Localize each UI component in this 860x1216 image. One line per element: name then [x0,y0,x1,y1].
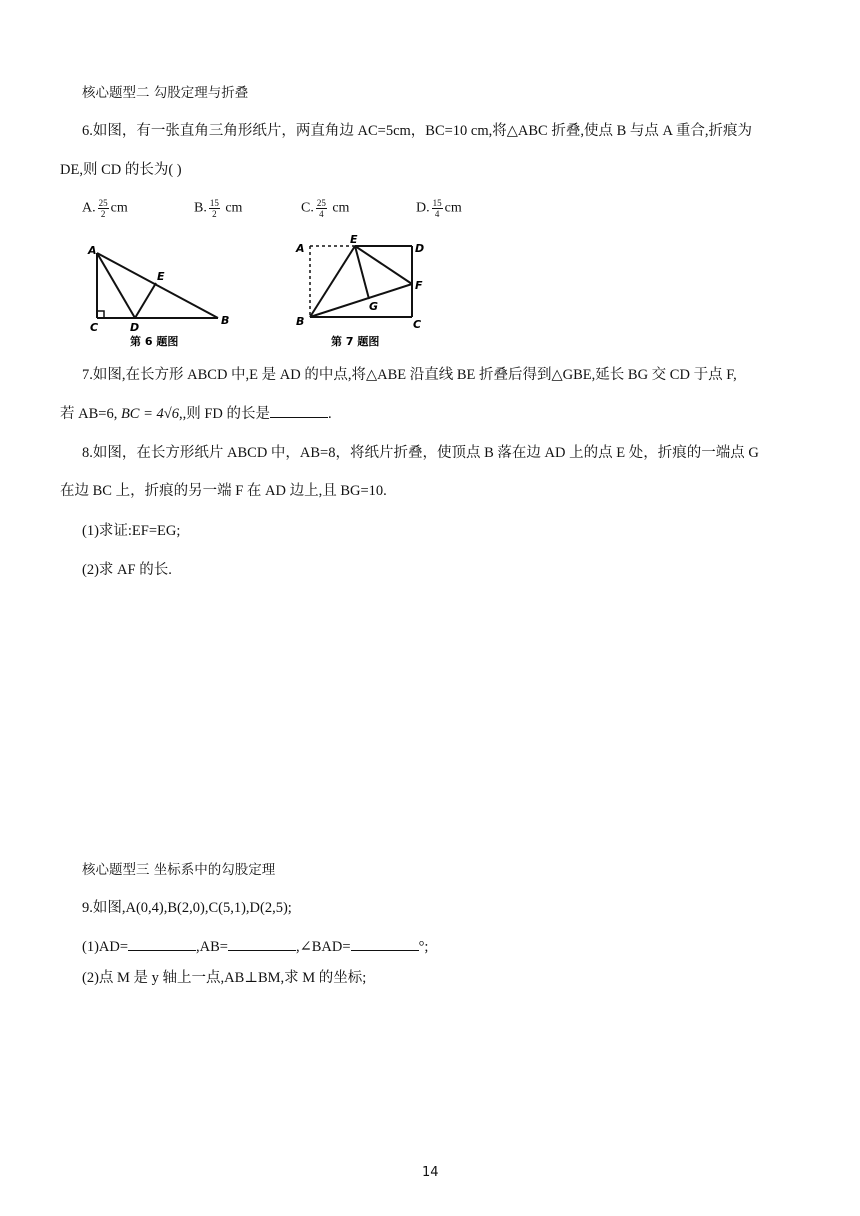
fig7-label-g: G [369,300,379,313]
q6-option-c: C. $\frac{25}{4}$ cm [301,198,350,219]
section-heading-2: 核心题型二 勾股定理与折叠 [82,85,249,101]
q8-part1: (1)求证:EF=EG; [82,523,181,539]
q7-line2: 若 AB=6, BC = 4√6,,则 FD 的长是 . [60,403,332,424]
q9-part1: (1)AD= ,AB= ,∠BAD= °; [82,936,428,957]
q6-option-b: B. $\frac{15}{2}$ cm [194,198,243,219]
fig6-label-a: A [88,244,97,257]
fig7-label-b: B [296,315,305,328]
q6-line2: DE,则 CD 的长为( ) [60,162,182,178]
page-number: 14 [422,1165,439,1180]
fig6-label-b: B [221,314,230,327]
q6-option-d: D. $\frac{15}{4}$ cm [416,198,462,219]
fig6-label-c: C [90,321,99,334]
q9-line1: 9.如图,A(0,4),B(2,0),C(5,1),D(2,5); [82,900,292,916]
q6-option-a: A. $\frac{25}{2}$ cm [82,198,128,219]
figure-7 [292,232,434,350]
q8-part2: (2)求 AF 的长. [82,562,172,578]
fig6-caption: 第 6 题图 [130,335,179,348]
fig6-label-e: E [157,270,165,283]
fig7-label-a: A [296,242,305,255]
fig7-caption: 第 7 题图 [331,335,380,348]
q8-line1: 8.如图，在长方形纸片 ABCD 中，AB=8，将纸片折叠，使顶点 B 落在边 AD 上的点 E 处，折痕的一端点 G [82,445,759,461]
fig7-label-c: C [413,318,422,331]
fig7-label-d: D [415,242,425,255]
figure-6 [84,238,244,350]
q9-part2: (2)点 M 是 y 轴上一点,AB⊥BM,求 M 的坐标; [82,970,367,986]
section-heading-3: 核心题型三 坐标系中的勾股定理 [82,862,276,878]
fig7-label-f: F [415,279,423,292]
fig6-label-d: D [130,321,140,334]
q8-line2: 在边 BC 上，折痕的另一端 F 在 AD 边上,且 BG=10. [60,483,387,499]
q7-line1: 7.如图,在长方形 ABCD 中,E 是 AD 的中点,将△ABE 沿直线 BE 折叠后得到△GBE,延长 BG 交 CD 于点 F, [82,367,737,383]
q6-line1: 6.如图，有一张直角三角形纸片，两直角边 AC=5cm，BC=10 cm,将△ABC 折叠,使点 B 与点 A 重合,折痕为 [82,123,752,139]
fig7-label-e: E [350,233,358,246]
